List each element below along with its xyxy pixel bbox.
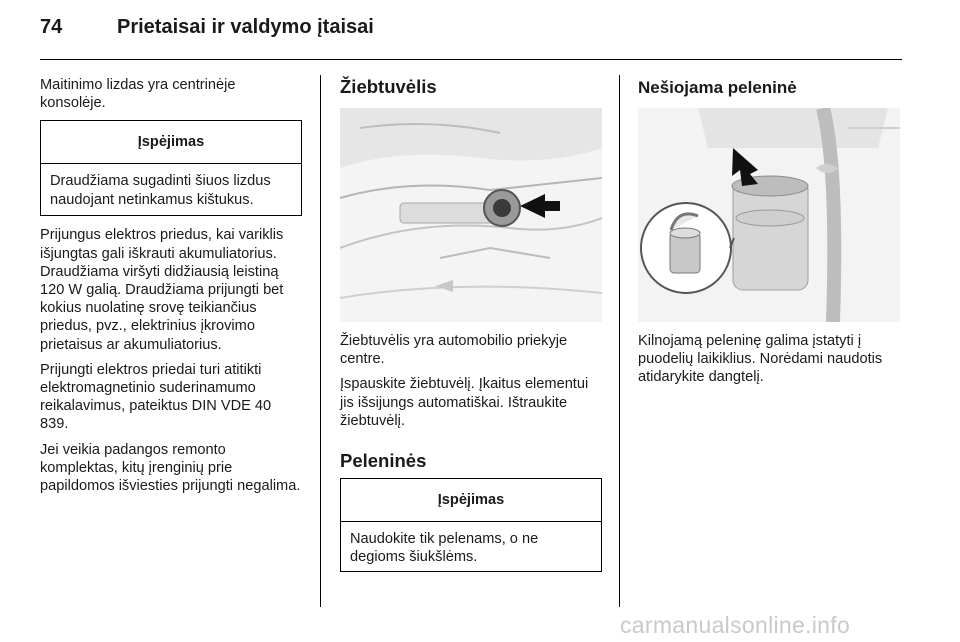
heading-ashtrays: Peleninės bbox=[340, 450, 427, 471]
paragraph-portable-ashtray: Kilnojamą peleninę galima įstatyti į puodelių laikiklius. Norėdami naudotis atidarykite dangtelį. bbox=[638, 333, 883, 386]
column-divider-2 bbox=[619, 75, 620, 607]
lighter-illustration bbox=[340, 108, 602, 322]
chapter-title: Prietaisai ir valdymo įtaisai bbox=[117, 16, 374, 38]
heading-lighter: Žiebtuvėlis bbox=[340, 76, 437, 97]
column-1 bbox=[40, 76, 302, 495]
paragraph-emc: Prijungti elektros priedai turi atitikti elektromagnetinio suderinamumo reikalavimus, pateiktus DIN VDE 40 839. bbox=[40, 361, 272, 433]
warning-text: Naudokite tik pelenams, o ne degioms šiukšlėms. bbox=[350, 531, 539, 566]
ashtray-illustration bbox=[638, 108, 900, 322]
ashtray-image bbox=[638, 108, 900, 322]
warning-box-ashtrays bbox=[340, 478, 602, 572]
warning-text: Draudžiama sugadinti šiuos lizdus naudojant netinkamus kištukus. bbox=[50, 173, 271, 208]
paragraph-lighter-location: Žiebtuvėlis yra automobilio priekyje centre. bbox=[340, 333, 568, 368]
heading-portable-ashtray: Nešiojama peleninė bbox=[638, 78, 797, 97]
warning-title: Įspėjimas bbox=[41, 121, 301, 164]
header-divider bbox=[40, 59, 902, 60]
intro-paragraph: Maitinimo lizdas yra centrinėje konsolėje. bbox=[40, 77, 236, 112]
watermark: carmanualsonline.info bbox=[620, 612, 851, 638]
column-3-text bbox=[638, 332, 900, 387]
paragraph-lighter-usage: Įspauskite žiebtuvėlį. Įkaitus elementui jis išsijungs automatiškai. Ištraukite žiebtuvėlį. bbox=[340, 376, 589, 429]
column-divider-1 bbox=[320, 75, 321, 607]
lighter-image bbox=[340, 108, 602, 322]
warning-title: Įspėjimas bbox=[341, 479, 601, 522]
column-2-text bbox=[340, 332, 602, 430]
paragraph-repair-kit: Jei veikia padangos remonto komplektas, kitų įrenginių prie papildomos išviesties prijungti negalima. bbox=[40, 441, 301, 495]
page-number: 74 bbox=[40, 16, 63, 38]
warning-box-sockets bbox=[40, 120, 302, 216]
paragraph-battery: Prijungus elektros priedus, kai variklis išjungtas gali iškrauti akumuliatorius. Draudžiama viršyti didžiausią leistiną 120 W galią. Draudžiama prijungti bet kokius nuolatinę srovę teikiančius priedus, pvz., elektrinius įkrovimo prietaisus ar akumuliatorius. bbox=[40, 227, 284, 353]
